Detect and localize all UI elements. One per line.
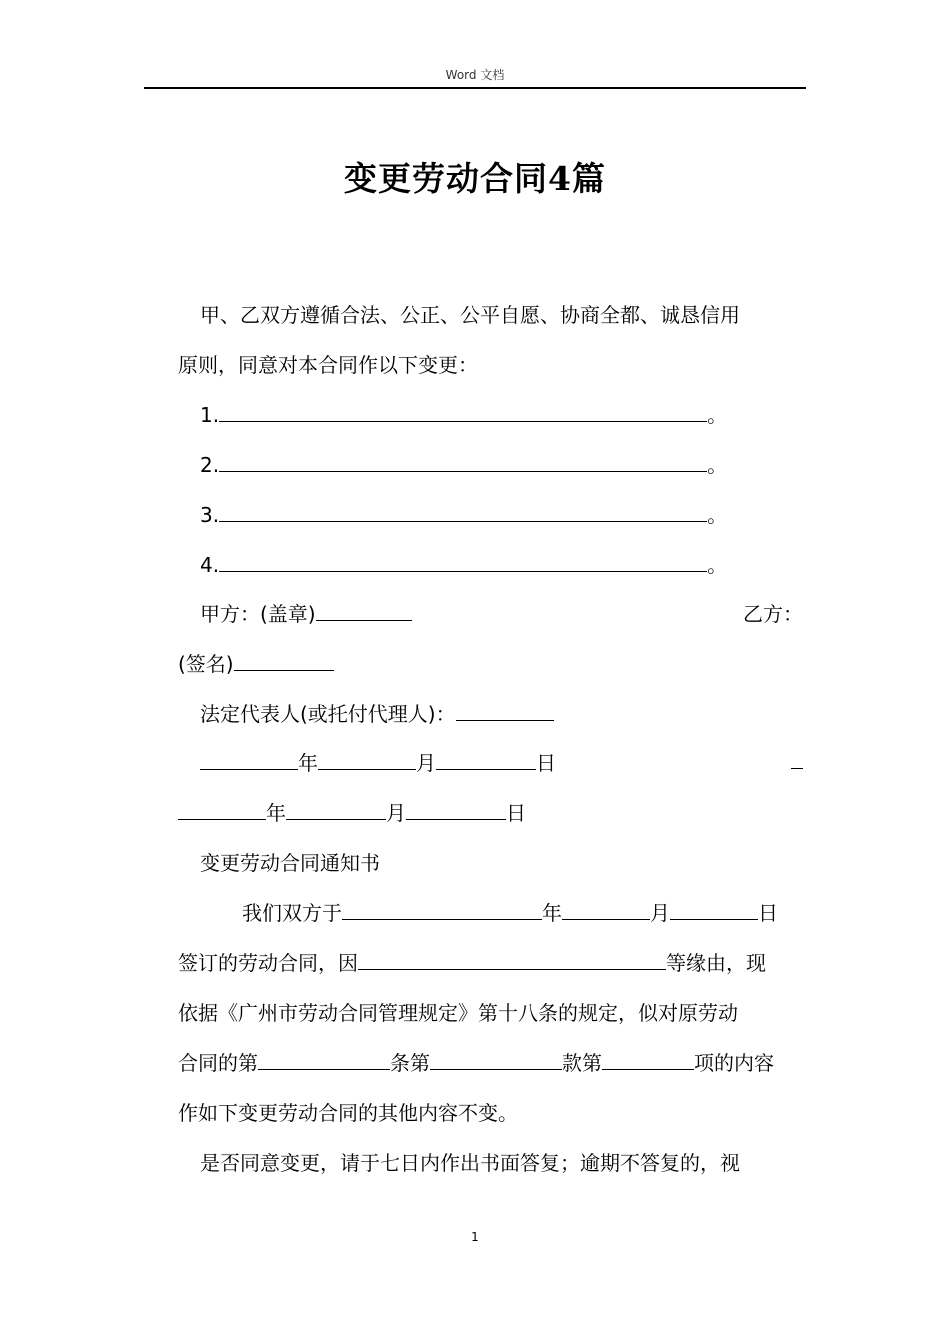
blank-line <box>318 747 416 770</box>
month-label: 月 <box>386 801 406 825</box>
item-end: 。 <box>707 403 728 427</box>
blank-line <box>219 399 707 422</box>
date-line-a <box>178 746 803 780</box>
blank-line <box>219 549 707 572</box>
blank-line <box>219 449 707 472</box>
blank-line <box>406 797 506 820</box>
page-header: Word 文档 <box>445 68 505 82</box>
blank-line <box>602 1047 694 1070</box>
sign-label: (签名) <box>178 652 234 676</box>
notice-line-2 <box>178 946 803 980</box>
blank-line <box>670 897 758 920</box>
item-number: 4. <box>200 553 220 577</box>
date-line-b <box>178 796 803 830</box>
legal-rep-line <box>178 697 803 731</box>
party-a-label: 甲方：(盖章) <box>200 602 316 626</box>
notice-line-6: 是否同意变更，请于七日内作出书面答复；逾期不答复的，视 <box>200 1151 740 1175</box>
item-end: 。 <box>707 453 728 477</box>
text-we: 我们双方于 <box>242 901 342 925</box>
blank-line <box>358 947 666 970</box>
change-item-4 <box>178 548 803 582</box>
blank-line <box>430 1047 562 1070</box>
intro-line-1: 甲、乙双方遵循合法、公正、公平自愿、协商全都、诚恳信用 <box>200 303 740 327</box>
notice-title: 变更劳动合同通知书 <box>200 851 380 875</box>
intro-line-2: 原则，同意对本合同作以下变更： <box>178 353 478 377</box>
item-number: 1. <box>200 403 220 427</box>
blank-line <box>342 897 542 920</box>
change-item-1 <box>178 398 803 432</box>
blank-line <box>200 747 298 770</box>
text-clause: 款第 <box>562 1051 602 1075</box>
year-label: 年 <box>298 751 318 775</box>
month-label: 月 <box>416 751 436 775</box>
text-contract-no: 合同的第 <box>178 1051 258 1075</box>
notice-line-4 <box>178 1046 803 1080</box>
item-number: 3. <box>200 503 220 527</box>
item-number: 2. <box>200 453 220 477</box>
party-line <box>178 597 803 631</box>
change-item-2 <box>178 448 803 482</box>
day-label: 日 <box>758 901 778 925</box>
document-title: 变更劳动合同4篇 <box>344 159 606 198</box>
party-b-label: 乙方： <box>743 602 803 626</box>
change-item-3 <box>178 498 803 532</box>
year-label: 年 <box>266 801 286 825</box>
blank-line <box>219 499 707 522</box>
legal-rep-label: 法定代表人(或托付代理人)： <box>200 702 456 726</box>
notice-line-1 <box>178 896 803 930</box>
blank-line <box>562 897 650 920</box>
text-item: 项的内容 <box>694 1051 774 1075</box>
blank-line <box>286 797 386 820</box>
blank-line <box>436 747 536 770</box>
party-a-seal <box>200 597 412 631</box>
day-label: 日 <box>536 751 556 775</box>
page-number: 1 <box>471 1230 479 1244</box>
text-reason: 等缘由，现 <box>666 951 766 975</box>
item-end: 。 <box>707 503 728 527</box>
text-article: 条第 <box>390 1051 430 1075</box>
year-label: 年 <box>542 901 562 925</box>
blank-line <box>456 698 554 721</box>
blank-line <box>234 648 334 671</box>
blank-line <box>258 1047 390 1070</box>
text-signed: 签订的劳动合同，因 <box>178 951 358 975</box>
month-label: 月 <box>650 901 670 925</box>
notice-line-3: 依据《广州市劳动合同管理规定》第十八条的规定，似对原劳动 <box>178 1001 738 1025</box>
signature-line <box>178 647 803 681</box>
day-label: 日 <box>506 801 526 825</box>
notice-line-5: 作如下变更劳动合同的其他内容不变。 <box>178 1101 518 1125</box>
item-end: 。 <box>707 553 728 577</box>
header-rule <box>144 87 806 89</box>
party-a-date <box>200 746 556 780</box>
blank-line <box>316 598 412 621</box>
blank-line <box>178 797 266 820</box>
blank-line <box>791 746 803 769</box>
